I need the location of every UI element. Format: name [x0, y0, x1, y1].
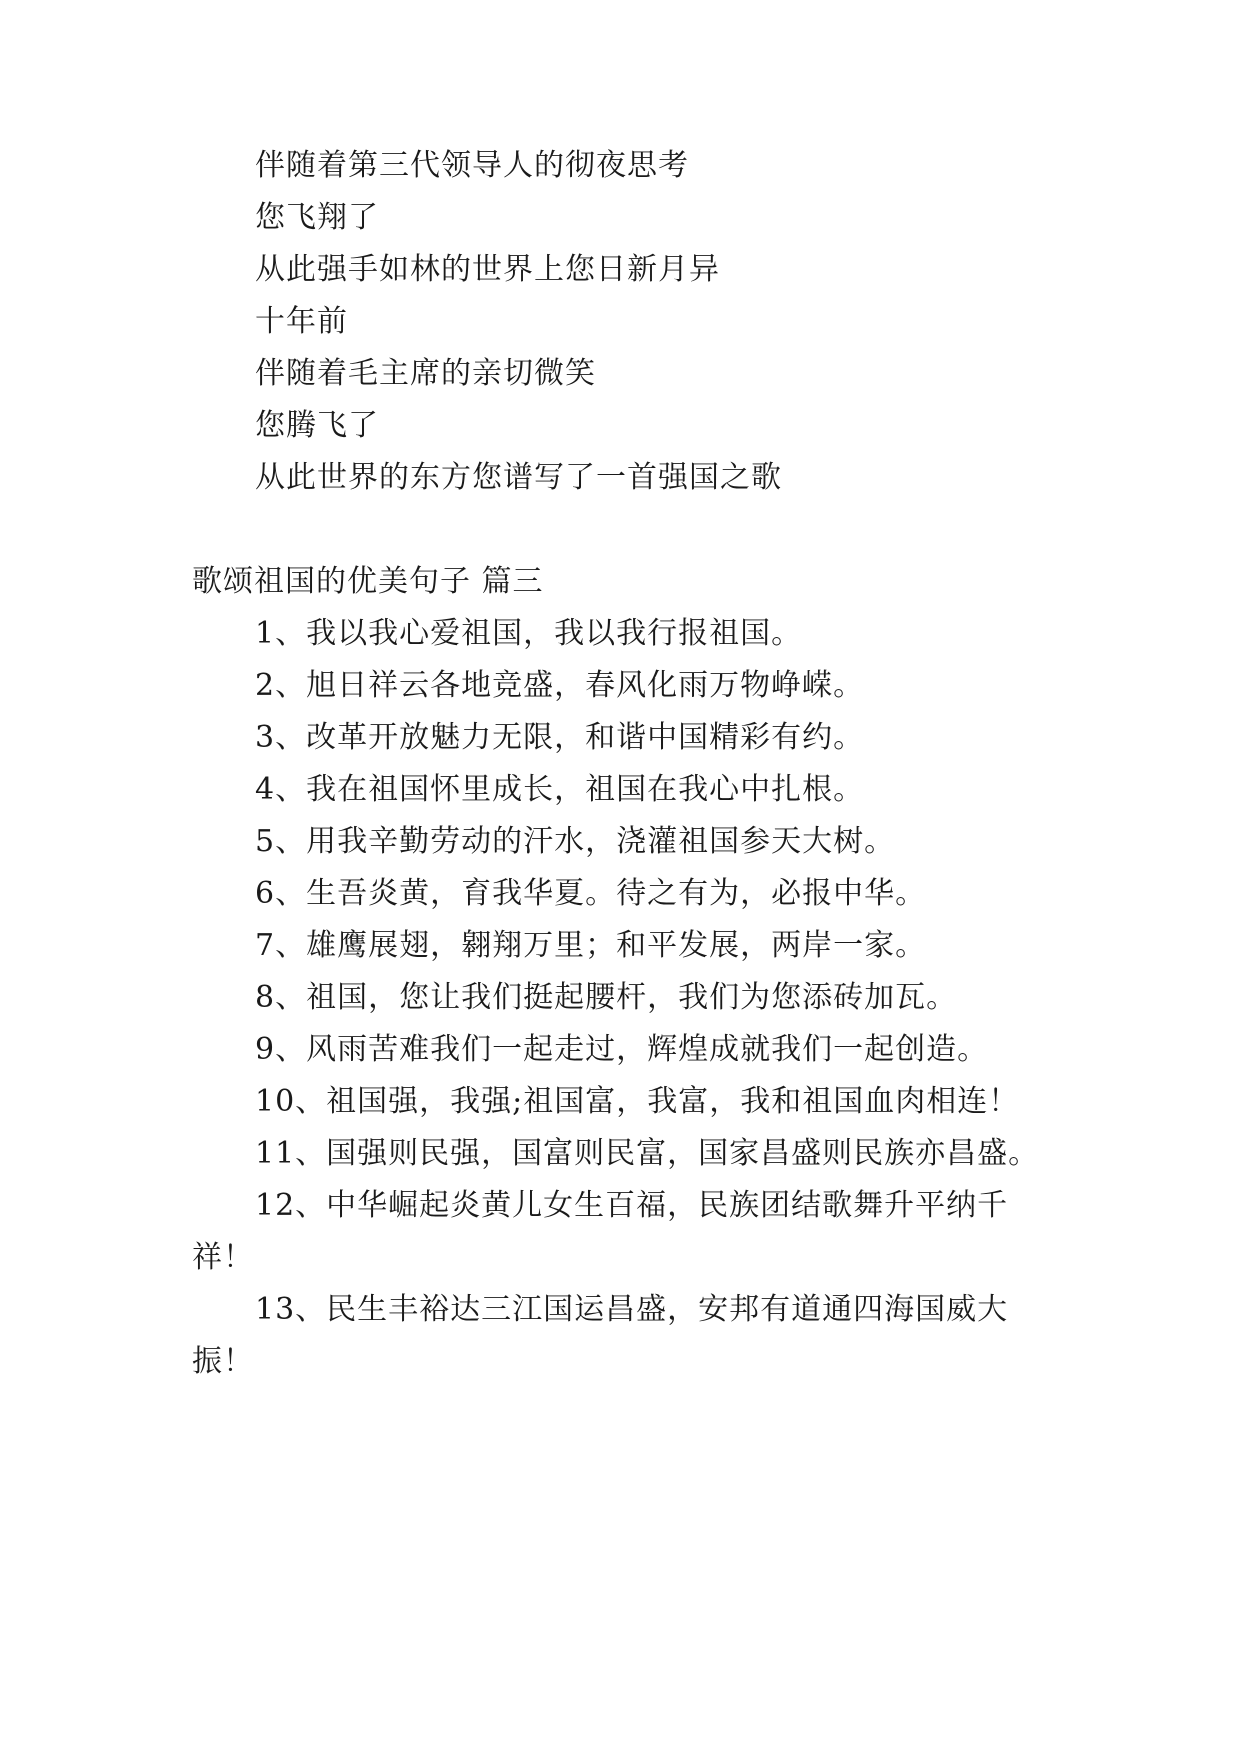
sentence-item: 1、我以我心爱祖国，我以我行报祖国。 — [255, 616, 803, 651]
poem-line: 伴随着第三代领导人的彻夜思考 — [255, 148, 689, 183]
poem-line: 伴随着毛主席的亲切微笑 — [255, 356, 596, 391]
sentence-item: 4、我在祖国怀里成长，祖国在我心中扎根。 — [255, 772, 865, 807]
sentence-item: 2、旭日祥云各地竞盛，春风化雨万物峥嵘。 — [255, 668, 865, 703]
sentence-continuation: 振！ — [192, 1344, 254, 1379]
sentence-item: 5、用我辛勤劳动的汗水，浇灌祖国参天大树。 — [255, 824, 896, 859]
sentence-item: 9、风雨苦难我们一起走过，辉煌成就我们一起创造。 — [255, 1032, 989, 1067]
poem-line: 您飞翔了 — [255, 200, 379, 235]
sentence-item: 12、中华崛起炎黄儿女生百福，民族团结歌舞升平纳千 — [255, 1188, 1009, 1223]
sentence-item: 8、祖国，您让我们挺起腰杆，我们为您添砖加瓦。 — [255, 980, 958, 1015]
sentence-item: 6、生吾炎黄，育我华夏。待之有为，必报中华。 — [255, 876, 927, 911]
sentence-item: 10、祖国强，我强;祖国富，我富，我和祖国血肉相连！ — [255, 1084, 1020, 1119]
poem-line: 从此世界的东方您谱写了一首强国之歌 — [255, 460, 782, 495]
section-heading: 歌颂祖国的优美句子 篇三 — [192, 564, 544, 599]
sentence-item: 13、民生丰裕达三江国运昌盛，安邦有道通四海国威大 — [255, 1292, 1009, 1327]
poem-line: 十年前 — [255, 304, 348, 339]
sentence-continuation: 祥！ — [192, 1240, 254, 1275]
poem-line: 您腾飞了 — [255, 408, 379, 443]
poem-line: 从此强手如林的世界上您日新月异 — [255, 252, 720, 287]
sentence-item: 7、雄鹰展翅，翱翔万里；和平发展，两岸一家。 — [255, 928, 927, 963]
sentence-item: 11、国强则民强，国富则民富，国家昌盛则民族亦昌盛。 — [255, 1136, 1040, 1171]
sentence-item: 3、改革开放魅力无限，和谐中国精彩有约。 — [255, 720, 865, 755]
